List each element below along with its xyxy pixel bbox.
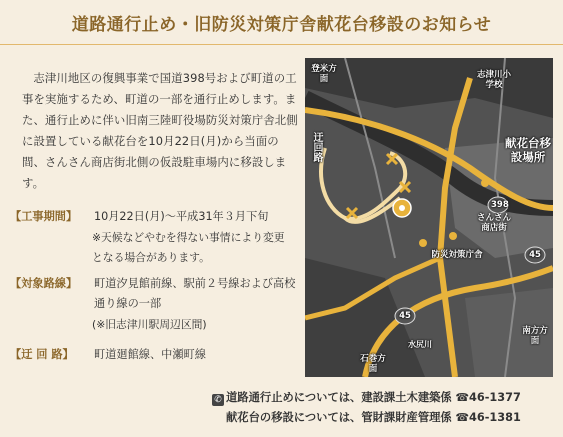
label-kenkadai: 献花台移設場所	[505, 136, 551, 164]
label-route45a: 45	[529, 250, 541, 260]
map-graphic	[305, 58, 553, 377]
contact-kenkadai	[212, 409, 521, 425]
label-detour: 迂回路	[311, 132, 322, 162]
label-tome: 登米方面	[311, 64, 337, 84]
label-river: 水尻川	[408, 340, 432, 349]
route-value: 町道汐見館前線、駅前２号線および高校通り線の一部	[94, 277, 296, 310]
period-row	[10, 207, 269, 227]
contact-kenkadai-text: 献花台の移設については、管財課財産管理係	[226, 411, 452, 424]
label-minamikata: 南方方面	[522, 326, 548, 346]
announcement-text: 志津川地区の復興事業で国道398号および町道の工事を実施するため、町道の一部を通行止めします。また、通行止めに伴い旧南三陸町役場防災対策庁舎北側に設置している献花台を10月22日(月)から当面の間、さんさん商店街北側の仮設駐車場内に移設します。	[22, 71, 298, 190]
route-note: (※旧志津川駅周辺区間)	[92, 318, 207, 331]
label-route45b: 45	[399, 311, 411, 321]
telephone-icon: ☎	[455, 391, 470, 404]
detour-value: 町道廻館線、中瀬町線	[94, 348, 206, 361]
detour-row	[10, 345, 206, 365]
phone-icon: ✆	[212, 394, 224, 406]
title-divider	[0, 44, 563, 45]
detour-label: 【迂 回 路】	[10, 348, 74, 361]
contact-road	[212, 389, 521, 406]
label-sansan: さんさん商店街	[476, 213, 511, 233]
title-bar	[0, 0, 563, 44]
contact-road-tel: 46-1377	[469, 391, 521, 404]
contact-road-text: 道路通行止めについては、建設課土木建築係	[226, 391, 452, 404]
route-label: 【対象路線】	[10, 277, 78, 290]
period-note: ※天候などやむを得ない事情により変更となる場合があります。	[92, 231, 285, 264]
area-map	[305, 58, 553, 377]
route-row	[10, 274, 310, 314]
contact-kenkadai-tel: 46-1381	[469, 411, 521, 424]
label-school: 志津川小学校	[476, 70, 511, 90]
label-bousai: 防災対策庁舎	[431, 250, 483, 260]
page-title: 道路通行止め・旧防災対策庁舎献花台移設のお知らせ	[71, 14, 492, 35]
period-value: 10月22日(月)～平成31年３月下旬	[94, 210, 269, 223]
period-label: 【工事期間】	[10, 210, 78, 223]
label-ishinomaki: 石巻方面	[360, 354, 386, 374]
label-route398: 398	[491, 200, 509, 210]
telephone-icon: ☎	[455, 411, 470, 424]
